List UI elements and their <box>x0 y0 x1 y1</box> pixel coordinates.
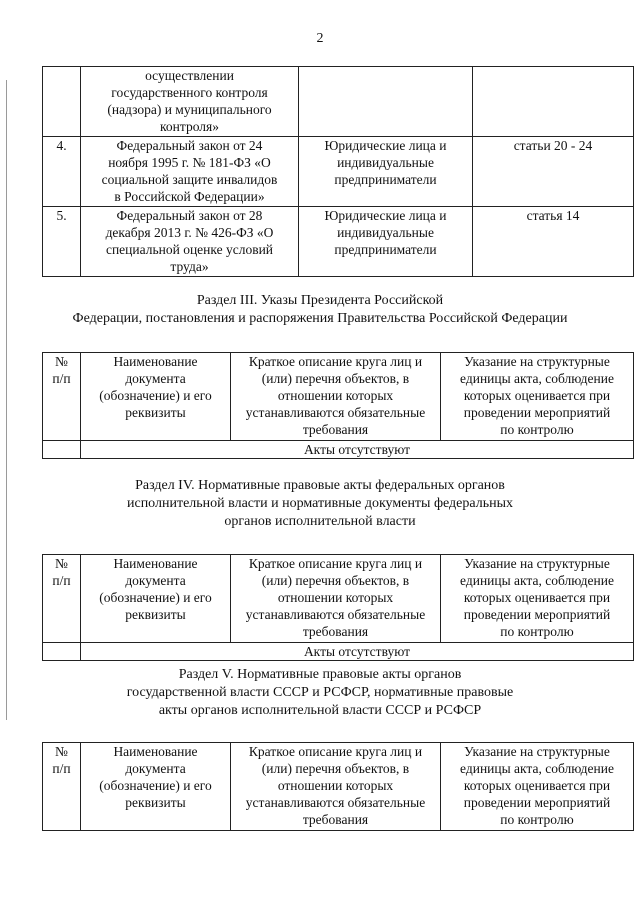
section-4-title: Раздел IV. Нормативные правовые акты федеральных органов исполнительной власти и нормативные документы федеральных органов исполнительной власти <box>126 478 514 529</box>
header-number: № п/п <box>43 555 81 643</box>
header-description: Краткое описание круга лиц и (или) перечня объектов, в отношении которых устанавливаются обязательные требования <box>231 353 441 441</box>
document-name: осуществлении государственного контроля (надзора) и муниципального контроля» <box>81 67 299 137</box>
row-number: 5. <box>43 207 81 277</box>
page-number: 2 <box>316 31 324 46</box>
scan-margin-line <box>6 80 7 720</box>
empty-cell <box>43 643 81 661</box>
persons-description: Юридические лица и индивидуальные предприниматели <box>299 137 473 207</box>
table-header-row <box>43 353 634 441</box>
table-row <box>43 137 634 207</box>
table-header-row <box>43 743 634 831</box>
laws-table <box>42 66 634 277</box>
table-header-row <box>43 555 634 643</box>
persons-description <box>299 67 473 137</box>
structural-units: статьи 20 - 24 <box>473 137 634 207</box>
table-row <box>43 441 634 459</box>
table-row <box>43 643 634 661</box>
header-document-name: Наименование документа (обозначение) и его реквизиты <box>81 353 231 441</box>
header-document-name: Наименование документа (обозначение) и его реквизиты <box>81 743 231 831</box>
structural-units: статья 14 <box>473 207 634 277</box>
document-name: Федеральный закон от 24 ноября 1995 г. № 181-ФЗ «О социальной защите инвалидов в Российской Федерации» <box>81 137 299 207</box>
section-3-title: Раздел III. Указы Президента Российской Федерации, постановления и распоряжения Правительства Российской Федерации <box>72 293 568 326</box>
persons-description: Юридические лица и индивидуальные предприниматели <box>299 207 473 277</box>
header-number: № п/п <box>43 743 81 831</box>
row-number: 4. <box>43 137 81 207</box>
structural-units <box>473 67 634 137</box>
header-number: № п/п <box>43 353 81 441</box>
empty-cell <box>43 441 81 459</box>
document-name: Федеральный закон от 28 декабря 2013 г. № 426-ФЗ «О специальной оценке условий труда» <box>81 207 299 277</box>
section-5-table <box>42 742 634 831</box>
header-structural-units: Указание на структурные единицы акта, соблюдение которых оценивается при проведении мероприятий по контролю <box>441 555 634 643</box>
header-description: Краткое описание круга лиц и (или) перечня объектов, в отношении которых устанавливаются обязательные требования <box>231 743 441 831</box>
header-structural-units: Указание на структурные единицы акта, соблюдение которых оценивается при проведении мероприятий по контролю <box>441 743 634 831</box>
header-structural-units: Указание на структурные единицы акта, соблюдение которых оценивается при проведении мероприятий по контролю <box>441 353 634 441</box>
table-row <box>43 67 634 137</box>
header-document-name: Наименование документа (обозначение) и его реквизиты <box>81 555 231 643</box>
no-acts-note: Акты отсутствуют <box>81 643 634 661</box>
row-number <box>43 67 81 137</box>
section-3-table <box>42 352 634 459</box>
no-acts-note: Акты отсутствуют <box>81 441 634 459</box>
section-4-table <box>42 554 634 661</box>
table-row <box>43 207 634 277</box>
section-5-title: Раздел V. Нормативные правовые акты органов государственной власти СССР и РСФСР, нормативные правовые акты органов исполнительной власти СССР и РСФСР <box>126 667 514 718</box>
header-description: Краткое описание круга лиц и (или) перечня объектов, в отношении которых устанавливаются обязательные требования <box>231 555 441 643</box>
